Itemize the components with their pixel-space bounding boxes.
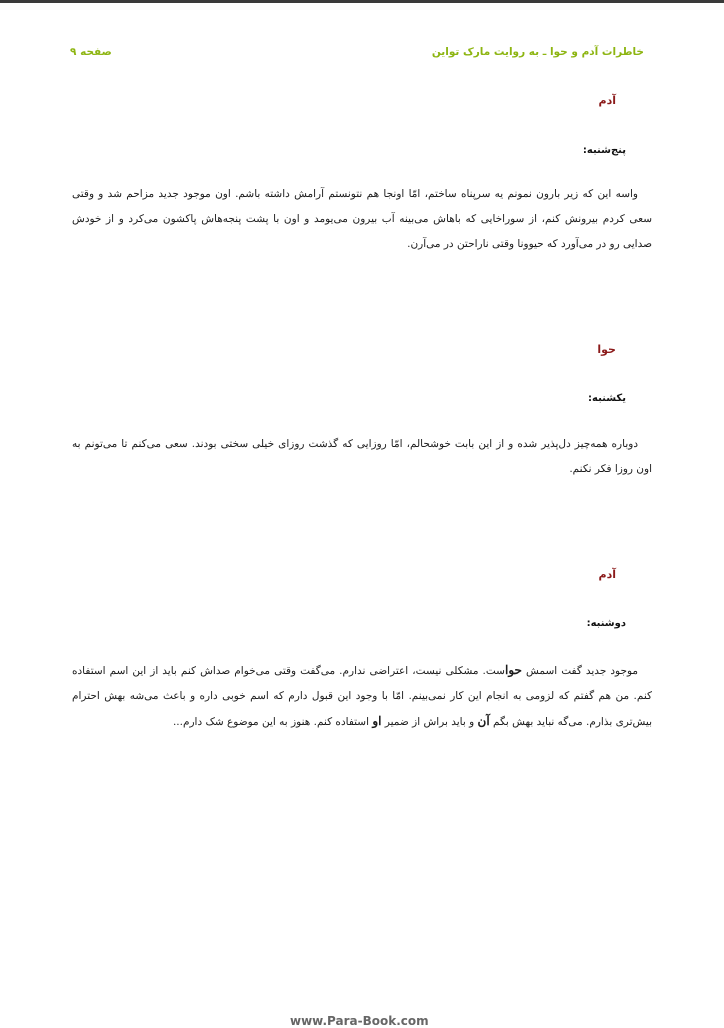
speaker-name-adam: آدم <box>598 94 616 107</box>
day-label-thursday: پنج‌شنبه: <box>582 145 626 156</box>
paragraph-text <box>72 658 652 735</box>
entry-paragraph <box>72 182 652 257</box>
footer-website: www.Para-Book.com <box>290 1014 429 1028</box>
page-number: صفحه ۹ <box>70 46 112 58</box>
entry-paragraph <box>72 432 652 482</box>
day-label-sunday: یکشنبه: <box>588 393 626 404</box>
paragraph-text: دوباره همه‌چیز دل‌پذیر شده و از این بابت خوشحالم، امّا روزایی که گذشت روزای خیلی سختی بودند. سعی می‌کنم تا می‌تونم به اون روزا فکر نکنم. <box>72 438 652 475</box>
entry-paragraph <box>72 658 652 735</box>
paragraph-text: واسه این که زیر بارون نمونم یه سرپناه ساختم، امّا اونجا هم نتونستم آرامش داشته باشم. اون موجود جدید مزاحم شد و وقتی سعی کردم بیرونش کنم، از سوراخایی که باهاش می‌بینه آب بیرون می‌یومد و اون با پشت پنجه‌هاش پاکشون می‌کرد و از خودش صدایی رو در می‌آورد که حیوونا وقتی ناراحتن در می‌آرن. <box>72 188 652 250</box>
bold-word-name: حوا <box>504 663 522 677</box>
book-title: خاطرات آدم و حوا ـ به روایت مارک تواین <box>431 46 644 58</box>
bold-word-he: او <box>372 714 382 728</box>
text-run: استفاده کنم. هنوز به این موضوع شک دارم... <box>172 716 373 728</box>
top-border <box>0 0 724 3</box>
text-run: ست. مشکلی نیست، اعتراضی ندارم. می‌گفت وقتی می‌خوام صداش کنم باید از این اسم استفاده کنم. من هم گفتم که لزومی به انجام این کار نمی‌بینم. امّا با وجود این قبول دارم که اسم خوبی داره و باعث می‌شه بهش احترام بیش‌تری بذارم. می‌گه نباید بهش بگم <box>72 665 652 728</box>
speaker-name-eve: حوا <box>597 343 616 356</box>
bold-word-it: آن <box>477 714 490 728</box>
text-run: موجود جدید گفت اسمش <box>521 665 638 677</box>
day-label-monday: دوشنبه: <box>586 618 626 629</box>
speaker-name-adam: آدم <box>598 568 616 581</box>
text-run: و باید براش از ضمیر <box>381 716 478 728</box>
page-header <box>70 44 644 64</box>
